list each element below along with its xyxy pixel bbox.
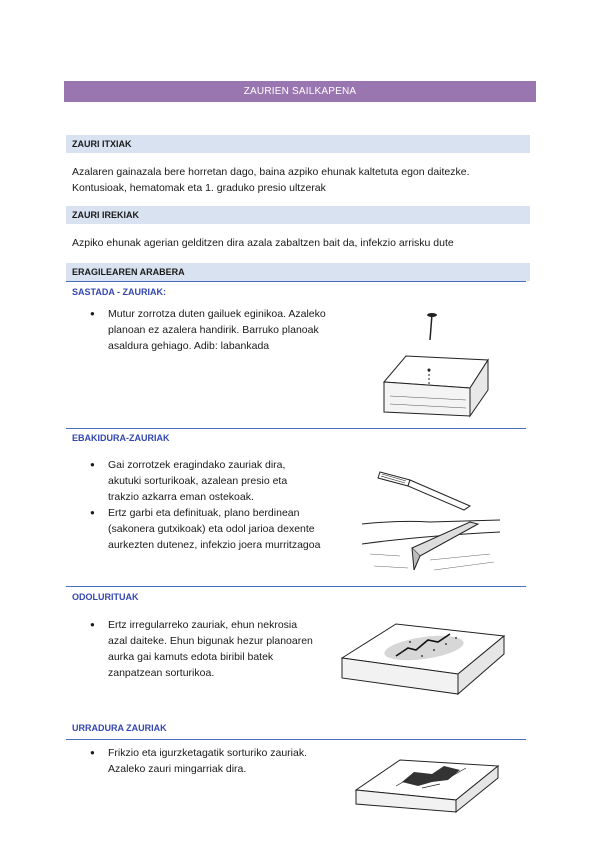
list-item (90, 306, 326, 354)
scalpel-icon (378, 472, 470, 510)
contusion-wound-illustration (338, 618, 508, 696)
text-line: zanpatzean sorturikoa. (108, 667, 215, 679)
divider-line (66, 428, 526, 429)
section-heading-irekiak: ZAURI IREKIAK (66, 206, 530, 224)
tissue-texture (370, 554, 494, 570)
subheading-urradura: URRADURA ZAURIAK (72, 723, 167, 733)
odolurituak-bullet-list (90, 617, 313, 681)
list-item (90, 505, 320, 553)
text-line: ● Ertz garbi eta definituak, plano berdinean (108, 507, 300, 519)
text-line: ● Mutur zorrotza duten gailuek eginikoa. Azaleko (108, 308, 326, 320)
text-line: Azaleko zauri mingarriak dira. (108, 763, 247, 775)
list-item (90, 617, 313, 681)
text-line: planoan ez azalera handirik. Barruko planoak (108, 324, 319, 336)
nail-head (427, 313, 437, 317)
text-line: asaldura gehiago. Adib: labankada (108, 340, 270, 352)
text-line: Kontusioak, hematomak eta 1. graduko presio ultzerak (72, 182, 326, 194)
list-item (90, 457, 320, 505)
itxiak-paragraph (72, 164, 532, 196)
text-line: akutuki sorturikoak, azalean presio eta (108, 475, 288, 487)
skin-block-front (384, 382, 470, 416)
puncture-point (428, 369, 431, 372)
irekiak-paragraph: Azpiko ehunak agerian gelditzen dira azala zabaltzen bait da, infekzio arrisku dute (72, 237, 454, 249)
section-heading-itxiak: ZAURI ITXIAK (66, 135, 530, 153)
text-line: trakzio azkarra eman ostekoak. (108, 491, 254, 503)
incision-wound-illustration (360, 462, 510, 577)
text-line: Azalaren gainazala bere horretan dago, baina azpiko ehunak kaltetuta egon daitezke. (72, 166, 470, 178)
sastada-bullet-list (90, 306, 326, 354)
list-item (90, 745, 307, 777)
text-line: ● Gai zorrotzek eragindako zauriak dira, (108, 459, 286, 471)
nail-shaft (430, 314, 432, 340)
subheading-ebakidura: EBAKIDURA-ZAURIAK (72, 433, 170, 443)
puncture-wound-illustration (378, 312, 498, 420)
text-line: aurka gai kamuts edota biribil batek (108, 651, 274, 663)
subheading-odolurituak: ODOLURITUAK (72, 592, 139, 602)
ebakidura-bullet-list (90, 457, 320, 553)
divider-line (66, 739, 526, 740)
urradura-bullet-list (90, 745, 307, 777)
skin-surface-line (362, 520, 500, 524)
text-line: aurkezten dutenez, infekzio joera murritzagoa (108, 539, 321, 551)
text-line: ● Frikzio eta igurzketagatik sorturiko zauriak. (108, 747, 307, 759)
text-line: azal daiteke. Ehun bigunak hezur planoaren (108, 635, 313, 647)
section-heading-eragilea: ERAGILEAREN ARABERA (66, 263, 530, 281)
subheading-sastada: SASTADA - ZAURIAK: (72, 287, 166, 297)
divider-line (66, 586, 526, 587)
text-line: ● Ertz irregularreko zauriak, ehun nekrosia (108, 619, 298, 631)
divider-line (66, 281, 526, 282)
text-line: (sakonera gutxikoak) eta odol jarioa dexente (108, 523, 315, 535)
page-title: ZAURIEN SAILKAPENA (64, 81, 536, 102)
abrasion-wound-illustration (352, 756, 502, 814)
incision-flap (412, 522, 478, 556)
